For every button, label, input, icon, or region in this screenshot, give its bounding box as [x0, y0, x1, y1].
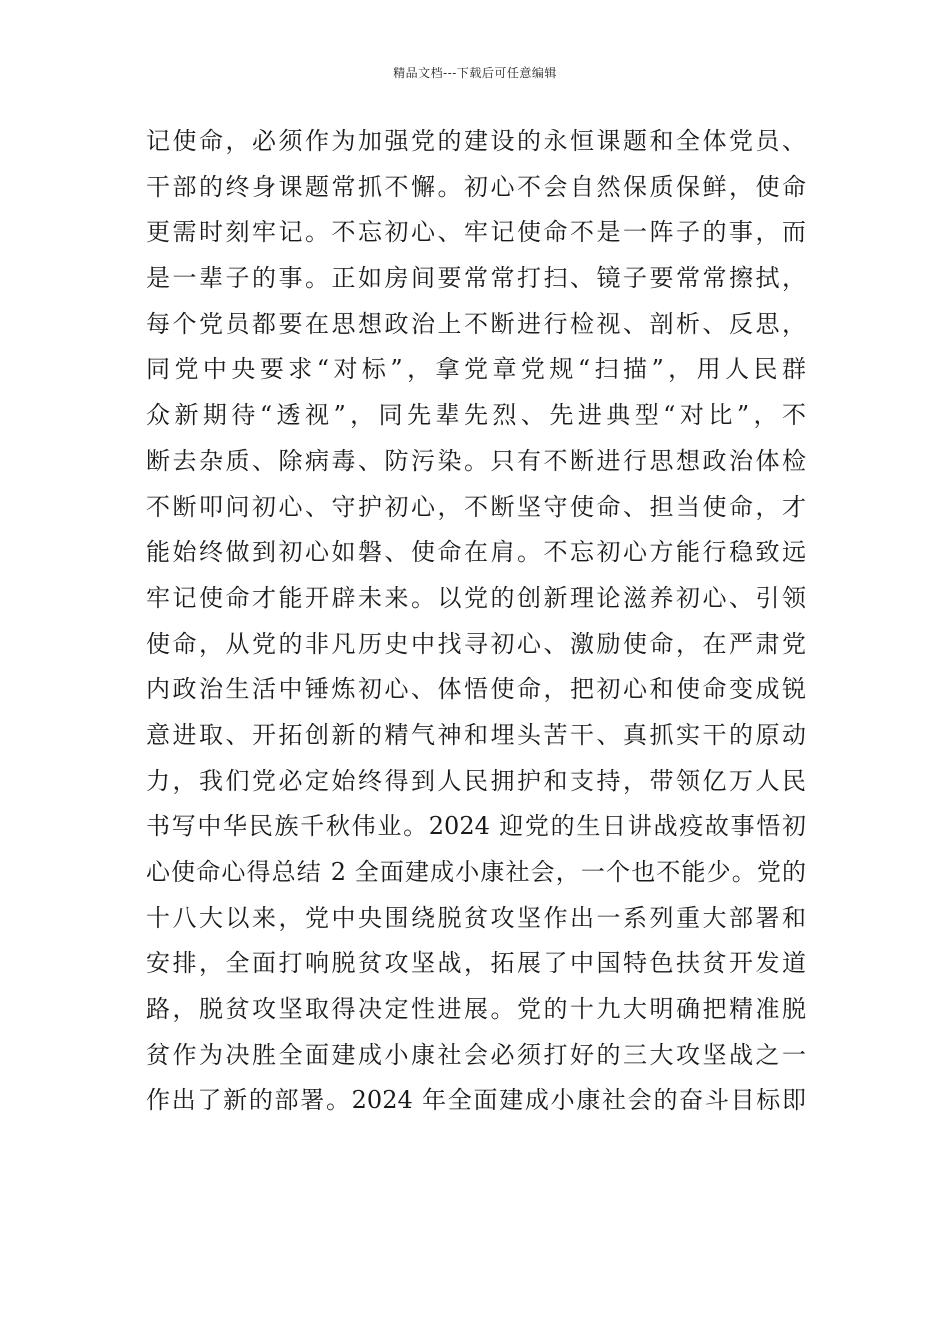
- text-line: 力，我们党必定始终得到人民拥护和支持，带领亿万人民: [146, 766, 806, 795]
- text-line: 十八大以来，党中央围绕脱贫攻坚作出一系列重大部署和: [146, 903, 806, 932]
- text-line: 能始终做到初心如磐、使命在肩。不忘初心方能行稳致远: [146, 538, 806, 567]
- text-line: 意进取、开拓创新的精气神和埋头苦干、真抓实干的原动: [146, 720, 806, 749]
- text-line: 牢记使命才能开辟未来。以党的创新理论滋养初心、引领: [146, 583, 806, 612]
- text-line: 是一辈子的事。正如房间要常常打扫、镜子要常常擦拭，: [146, 264, 806, 293]
- text-line: 作出了新的部署。2024 年全面建成小康社会的奋斗目标即: [146, 1086, 806, 1115]
- text-line: 贫作为决胜全面建成小康社会必须打好的三大攻坚战之一: [146, 1040, 806, 1069]
- text-line: 心使命心得总结 2 全面建成小康社会，一个也不能少。党的: [146, 858, 806, 886]
- text-line: 安排，全面打响脱贫攻坚战，拓展了中国特色扶贫开发道: [146, 949, 806, 978]
- text-line: 同党中央要求“对标”，拿党章党规“扫描”，用人民群: [146, 355, 806, 384]
- text-line: 内政治生活中锤炼初心、体悟使命，把初心和使命变成锐: [146, 675, 806, 704]
- text-line: 使命，从党的非凡历史中找寻初心、激励使命，在严肃党: [146, 629, 806, 658]
- text-line: 路，脱贫攻坚取得决定性进展。党的十九大明确把精准脱: [146, 995, 806, 1024]
- text-line: 记使命，必须作为加强党的建设的永恒课题和全体党员、: [146, 127, 806, 155]
- page-header: 精品文档---下载后可任意编辑: [393, 66, 557, 80]
- text-line: 书写中华民族千秋伟业。2024 迎党的生日讲战疫故事悟初: [146, 812, 806, 841]
- text-line: 每个党员都要在思想政治上不断进行检视、剖析、反思，: [146, 309, 806, 338]
- text-line: 更需时刻牢记。不忘初心、牢记使命不是一阵子的事，而: [146, 218, 806, 247]
- text-line: 不断叩问初心、守护初心，不断坚守使命、担当使命，才: [146, 492, 806, 521]
- text-line: 众新期待“透视”，同先辈先烈、先进典型“对比”，不: [146, 401, 806, 430]
- text-line: 干部的终身课题常抓不懈。初心不会自然保质保鲜，使命: [146, 172, 806, 201]
- document-body: [146, 119, 806, 1124]
- text-line: 断去杂质、除病毒、防污染。只有不断进行思想政治体检: [146, 446, 806, 475]
